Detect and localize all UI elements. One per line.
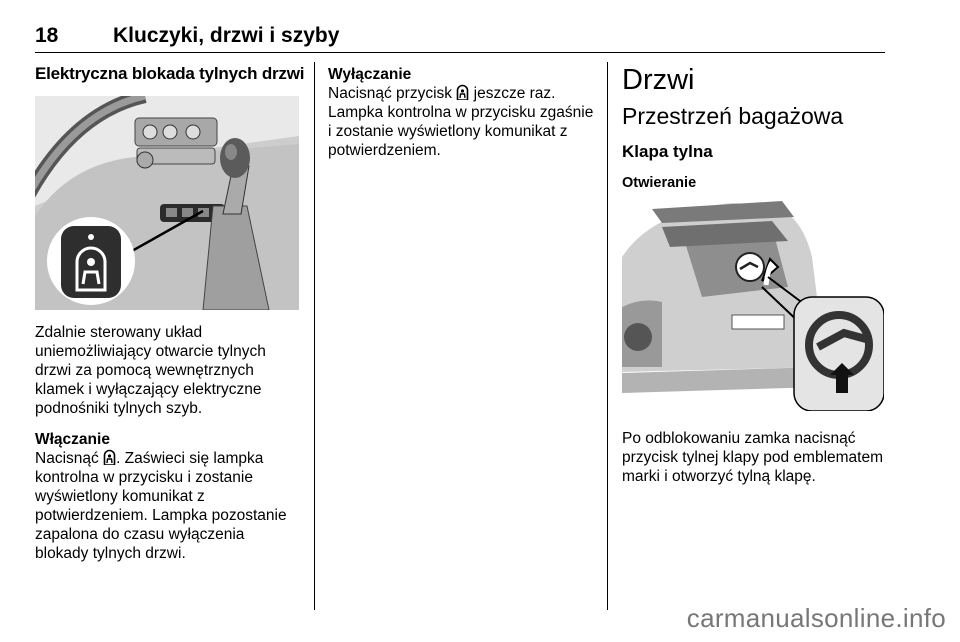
child-lock-icon: [103, 449, 116, 465]
description-paragraph: Zdalnie sterowany układ uniemożliwiający otwarcie tylnych drzwi za pomocą wewnętrznych klamek i wyłączający elektryczne podnośniki tylnych szyb.: [35, 324, 266, 417]
dashboard-figure: [35, 96, 299, 310]
disable-paragraph: [328, 84, 598, 160]
disable-heading: Wyłączanie: [328, 66, 412, 83]
disable-prefix: Nacisnąć przycisk: [328, 85, 457, 102]
column-doors: [622, 64, 887, 486]
enable-heading: Włączanie: [35, 431, 110, 448]
doors-heading: Drzwi: [622, 64, 695, 96]
watermark: carmanualsonline.info: [686, 603, 946, 633]
enable-text: . Zaświeci się lampka kontrolna w przycisku i zostanie wyświetlony komunikat z potwierdzeniem. Lampka pozostanie zapalona do czasu wyłączenia blokady tylnych drzwi.: [35, 450, 287, 562]
tailgate-heading: Klapa tylna: [622, 142, 713, 161]
child-lock-icon: [456, 84, 469, 100]
page-header: [35, 24, 885, 52]
section-title: Elektryczna blokada tylnych drzwi: [35, 64, 305, 83]
enable-prefix: Nacisnąć: [35, 450, 104, 467]
trunk-heading: Przestrzeń bagażowa: [622, 103, 844, 129]
disable-text: jeszcze raz. Lampka kontrolna w przycisku zgaśnie i zostanie wyświetlony komunikat z potwierdzeniem.: [328, 85, 594, 159]
opening-heading: Otwieranie: [622, 175, 697, 191]
tailgate-figure: [622, 197, 884, 411]
tailgate-paragraph: Po odblokowaniu zamka nacisnąć przycisk tylnej klapy pod emblematem marki i otworzyć tylną klapę.: [622, 430, 884, 485]
column-disable: [328, 64, 598, 160]
header-rule: [35, 52, 885, 53]
enable-paragraph: [35, 449, 300, 563]
column-divider: [607, 62, 608, 610]
column-divider: [314, 62, 315, 610]
column-rear-door-lock: [35, 64, 305, 563]
chapter-title: Kluczyki, drzwi i szyby: [113, 24, 340, 47]
page-number: 18: [35, 24, 59, 47]
